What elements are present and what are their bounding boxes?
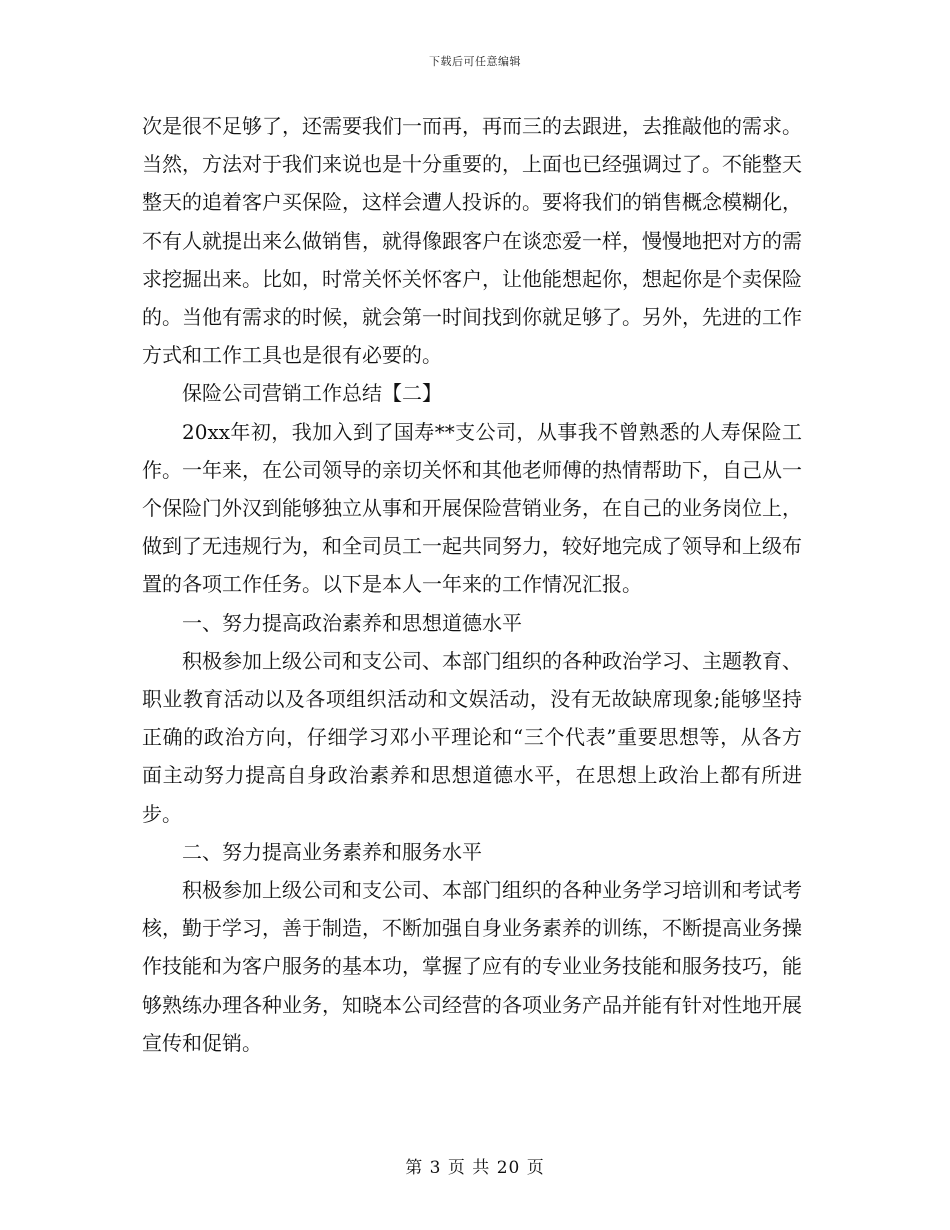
paragraph-continuation: 次是很不足够了，还需要我们一而再，再而三的去跟进，去推敲他的需求。当然，方法对于我们来说也是十分重要的，上面也已经强调过了。不能整天整天的追着客户买保险，这样会遭人投诉的。要将我们的销售概念模糊化，不有人就提出来么做销售，就得像跟客户在谈恋爱一样，慢慢地把对方的需求挖掘出来。比如，时常关怀关怀客户，让他能想起你，想起你是个卖保险的。当他有需求的时候，就会第一时间找到你就足够了。另外，先进的工作方式和工作工具也是很有必要的。 (142, 114, 802, 368)
page-header: 下载后可任意编辑 (429, 55, 521, 68)
paragraph-business: 积极参加上级公司和支公司、本部门组织的各种业务学习培训和考试考核，勤于学习，善于制造，不断加强自身业务素养的训练，不断提高业务操作技能和为客户服务的基本功，掌握了应有的专业业务技能和服务技巧，能够熟练办理各种业务，知晓本公司经营的各项业务产品并能有针对性地开展宣传和促销。 (142, 878, 802, 1055)
heading-business: 二、努力提高业务素养和服务水平 (182, 839, 482, 864)
page-number-footer: 第 3 页 共 20 页 (405, 1158, 545, 1178)
document-body (142, 107, 802, 1062)
heading-political: 一、努力提高政治素养和思想道德水平 (182, 610, 522, 635)
section-title: 保险公司营销工作总结【二】 (182, 381, 442, 406)
paragraph-political: 积极参加上级公司和支公司、本部门组织的各种政治学习、主题教育、职业教育活动以及各项组织活动和文娱活动，没有无故缺席现象;能够坚持正确的政治方向，仔细学习邓小平理论和“三个代表”重要思想等，从各方面主动努力提高自身政治素养和思想道德水平，在思想上政治上都有所进步。 (142, 648, 802, 826)
paragraph-intro: 20xx年初，我加入到了国寿**支公司，从事我不曾熟悉的人寿保险工作。一年来，在公司领导的亲切关怀和其他老师傅的热情帮助下，自己从一个保险门外汉到能够独立从事和开展保险营销业务，在自己的业务岗位上，做到了无违规行为，和全司员工一起共同努力，较好地完成了领导和上级布置的各项工作任务。以下是本人一年来的工作情况汇报。 (142, 419, 802, 597)
